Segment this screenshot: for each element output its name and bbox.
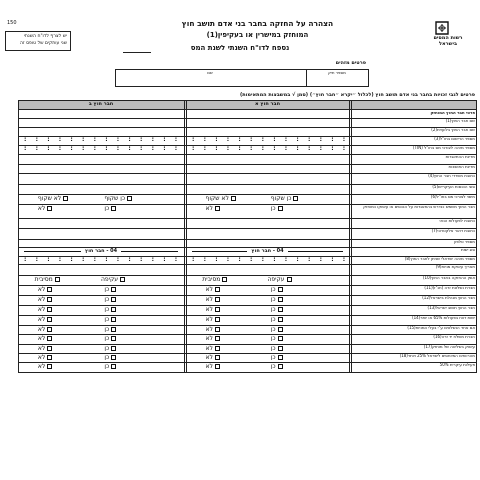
file-number-field[interactable] [308,77,366,86]
row-label: שם חבר החוץ בלועזית(2) [431,127,475,132]
row-13-field-b[interactable] [21,240,181,246]
attach-notice-line1: יש לצרף לדו"ח השנתי [23,34,67,39]
option-label: לא [205,205,213,212]
option-label: כן שקוף [104,195,126,202]
row-6-field-a[interactable] [189,165,346,172]
checkbox[interactable] [278,346,283,351]
checkbox[interactable] [278,355,283,360]
row-7-field-b[interactable] [21,174,181,183]
checkbox[interactable] [47,206,52,211]
row-15-digits-b[interactable]: :::::::::::::: [24,256,187,263]
row-24-no-b[interactable] [38,345,52,352]
row-label: שם חבר החוץ(1) [445,118,475,123]
checkbox[interactable] [47,317,52,322]
row-22-no-a[interactable] [206,326,220,333]
row-19-yes-b[interactable] [104,296,116,303]
option-label: כן [270,205,276,212]
option-label: כן [270,345,276,352]
checkbox[interactable] [293,196,298,201]
option-label: לא [37,326,46,333]
row-12-field-b[interactable] [21,229,181,238]
row-label: סוגי הכנסות העיקריים(5) [432,184,475,189]
option-label: לא [205,354,213,361]
row-26-no-a[interactable] [206,363,220,370]
holder-name-field[interactable] [117,77,304,86]
identifying-details-label: פרטים מזהים [335,60,366,66]
tax-year-field[interactable] [123,52,151,53]
row-17-direct-b[interactable] [101,276,125,283]
option-label: לא [37,354,46,361]
checkbox[interactable] [47,364,52,369]
option-label: כן [270,286,276,293]
row-16-field-b[interactable] [21,265,181,274]
row-26-yes-a[interactable] [271,363,283,370]
row-20-no-a[interactable] [206,306,220,313]
option-label: עקיפה [101,276,119,283]
option-label: כן [104,363,110,370]
row-4-digits-a[interactable]: :::::::::::::: [192,145,355,152]
row-18-yes-a[interactable] [271,286,283,293]
row-10-yes-a[interactable] [271,205,283,212]
row-label: פרטי חבר החוץ המוחזק [430,110,475,115]
checkbox[interactable] [111,297,116,302]
attach-notice-box [5,31,71,51]
option-label: לא [205,316,213,323]
checkbox[interactable] [111,206,116,211]
row-label: מספר הרישום בחו"ל(3) [434,136,475,141]
row-label: כתובת דואר אלקטרוני(7) [431,228,475,233]
attach-notice-line2: שני עותקים של טופס זה [20,41,67,47]
option-label: לא [37,335,46,342]
row-14-entity-a [192,248,343,255]
checkbox[interactable] [120,277,125,282]
option-label: כן [104,354,110,361]
row-25-no-a[interactable] [206,354,220,361]
option-label: מסיבית [34,276,53,283]
row-24-yes-b[interactable] [104,345,116,352]
row-11-field-a[interactable] [189,219,346,227]
option-label: כן [104,326,110,333]
checkbox[interactable] [215,297,220,302]
option-label: כן [270,354,276,361]
checkbox[interactable] [287,277,292,282]
table-column-divider [476,100,477,372]
option-label: כן [270,296,276,303]
checkbox[interactable] [278,297,283,302]
row-16-field-a[interactable] [189,265,346,274]
option-label: לא [205,345,213,352]
row-label: מספר טלפון [454,239,475,244]
checkbox[interactable] [278,327,283,332]
row-17-indirect-b[interactable] [35,276,60,283]
row-23-no-a[interactable] [206,335,220,342]
row-25-yes-a[interactable] [271,354,283,361]
row-label: חבר החוץ מנהלת בישראל(12) [422,295,475,300]
option-label: לא [205,286,213,293]
row-label: מהרווחים המיוחסים לישראל 25% ויותר(18) [399,353,475,358]
row-9-no-b[interactable] [38,195,68,202]
row-label: עיסוק בשליטה של מוחזק(17) [423,344,475,349]
row-7-field-a[interactable] [189,174,346,183]
checkbox[interactable] [127,196,132,201]
row-26-no-b[interactable] [38,363,52,370]
row-21-no-b[interactable] [38,316,52,323]
row-9-no-a[interactable] [206,195,236,202]
row-10-no-b[interactable] [38,205,52,212]
row-23-no-b[interactable] [38,335,52,342]
option-label: כן שקוף [270,195,292,202]
row-2-field-b[interactable] [21,128,181,135]
checkbox[interactable] [215,346,220,351]
checkbox[interactable] [47,355,52,360]
checkbox[interactable] [215,307,220,312]
checkbox[interactable] [47,287,52,292]
row-label: מיסוי לצורכי מס בחו"ל(6) [430,194,475,199]
checkbox[interactable] [215,355,220,360]
row-2-field-a[interactable] [189,128,346,135]
checkbox[interactable] [47,297,52,302]
option-label: לא שקוף [37,195,62,202]
checkbox[interactable] [47,336,52,341]
row-24-no-a[interactable] [206,345,220,352]
foreign-entities-table [18,100,477,480]
form-annex-title: נספח לדו"ח השנתי לשנת המס [190,44,290,52]
checkbox[interactable] [215,327,220,332]
checkbox[interactable] [215,287,220,292]
checkbox[interactable] [111,346,116,351]
checkbox[interactable] [278,307,283,312]
row-label: חבר החוץ תושב ישראל(13) [427,305,475,310]
instructions-text: פרטים לגבי זכויות בחבר בני אדם תושב חוץ (לכלול ״יקרא ״חבר חוץ״) (סמן √ במשבצות המתאימות) [240,92,475,98]
checkbox[interactable] [111,364,116,369]
row-22-yes-a[interactable] [271,326,283,333]
row-22-no-b[interactable] [38,326,52,333]
option-label: לא [205,363,213,370]
entity-type-value: 04 - חבר חוץ [84,247,118,254]
row-9-yes-a[interactable] [271,195,299,202]
page-number: 150 [7,20,17,26]
option-label: לא [37,363,46,370]
row-12-field-a[interactable] [189,229,346,238]
option-label: עקיפה [267,276,285,283]
row-25-yes-b[interactable] [104,354,116,361]
row-label: אופן ההחזקה בחבר החוץ(10) [422,275,475,280]
form-title: הצהרה על החזקה בחבר בני אדם תושב חוץ [181,19,334,28]
checkbox[interactable] [215,364,220,369]
row-label: סוג ישות [460,247,475,252]
row-26-yes-b[interactable] [104,363,116,370]
checkbox[interactable] [278,206,283,211]
column-header-b: חבר חוץ ב [88,101,114,107]
checkbox[interactable] [278,336,283,341]
checkbox[interactable] [47,307,52,312]
option-label: כן [270,335,276,342]
checkbox[interactable] [47,327,52,332]
checkbox[interactable] [111,355,116,360]
option-label: לא [205,326,213,333]
checkbox[interactable] [111,317,116,322]
row-18-no-a[interactable] [206,286,220,293]
row-17-direct-a[interactable] [268,276,292,283]
row-label: מספר מזהה לצורכי מס בחו"ל (TIN) [413,145,475,150]
option-label: לא [205,306,213,313]
row-22-yes-b[interactable] [104,326,116,333]
row-15-digits-a[interactable]: :::::::::::::: [192,256,355,263]
row-label: מדינת התושבות [448,164,475,169]
row-18-no-b[interactable] [38,286,52,293]
row-17-indirect-a[interactable] [202,276,227,283]
checkbox[interactable] [111,287,116,292]
row-label: חברת משלח יד זרה(16) [433,334,475,339]
checkbox[interactable] [215,317,220,322]
option-label: כן [270,326,276,333]
row-4-digits-b[interactable]: :::::::::::::: [24,145,187,152]
option-label: כן [270,316,276,323]
checkbox[interactable] [111,307,116,312]
checkbox[interactable] [278,317,283,322]
name-label: שם [207,70,213,75]
option-label: כן [104,335,110,342]
row-8-field-b[interactable] [21,185,181,193]
option-label: כן [104,286,110,293]
row-13-field-a[interactable] [189,240,346,246]
option-label: כן [104,296,110,303]
row-19-no-a[interactable] [206,296,220,303]
table-row-divider [18,372,477,373]
option-label: לא [37,345,46,352]
row-10-yes-b[interactable] [104,205,116,212]
file-number-label: מספר תיק [328,70,346,75]
row-1-field-b[interactable] [21,119,181,126]
option-label: לא [37,306,46,313]
row-label: אם אחד הנשלטים ע"י בעלי המניות(15) [407,325,475,330]
checkbox[interactable] [47,346,52,351]
option-label: כן [104,345,110,352]
checkbox[interactable] [278,364,283,369]
checkbox[interactable] [63,196,68,201]
row-19-no-b[interactable] [38,296,52,303]
row-20-yes-a[interactable] [271,306,283,313]
row-20-no-b[interactable] [38,306,52,313]
option-label: לא [37,296,46,303]
option-label: כן [104,316,110,323]
row-6-field-b[interactable] [21,165,181,172]
row-21-no-a[interactable] [206,316,220,323]
row-label: מדינת ההתאגדות [445,154,475,159]
row-label: חברת נשלטת זרה (חנ"ז)(11) [424,285,475,290]
option-label: כן [104,306,110,313]
checkbox[interactable] [55,277,60,282]
row-3-digits-b[interactable]: :::::::::::::: [24,136,187,143]
logo-text: רשות המסים בישראל [433,35,463,47]
tax-authority-logo [426,18,472,64]
option-label: לא [37,286,46,293]
row-19-yes-a[interactable] [271,296,283,303]
row-21-yes-b[interactable] [104,316,116,323]
row-label: מספר מזהה ישראלי שניתן לחבר החוץ(8) [404,256,475,261]
checkbox[interactable] [215,206,220,211]
row-5-field-b[interactable] [21,155,181,163]
option-label: לא שקוף [205,195,229,202]
row-3-digits-a[interactable]: :::::::::::::: [192,136,355,143]
option-label: לא [37,205,46,212]
checkbox[interactable] [111,327,116,332]
row-11-field-b[interactable] [21,219,181,227]
row-label: כתובת משרדי חבר החוץ(4) [428,173,475,178]
form-subtitle: המוחזק במישרין או בעקיפין(1) [206,31,309,39]
option-label: מסיבית [202,276,221,283]
option-label: לא [37,316,46,323]
row-14-entity-b [24,248,178,255]
checkbox[interactable] [222,277,227,282]
row-25-no-b[interactable] [38,354,52,361]
option-label: כן [104,205,110,212]
row-21-yes-a[interactable] [271,316,283,323]
row-label: פעילות עיקרית 50% [439,362,475,367]
row-10-no-a[interactable] [206,205,220,212]
row-1-field-a[interactable] [189,119,346,126]
row-label: חבר החוץ משמש כנדרש בהתאגדות על הנכסים או עיסוקו כמוחזק [363,204,475,209]
row-23-yes-a[interactable] [271,335,283,342]
row-9-yes-b[interactable] [104,195,132,202]
checkbox[interactable] [215,336,220,341]
row-23-yes-b[interactable] [104,335,116,342]
row-label: ישות דווח בפעולות 65% או יותר(14) [412,315,475,320]
row-20-yes-b[interactable] [104,306,116,313]
table-column-divider [18,100,19,372]
entity-type-value: 04 - חבר חוץ [251,247,284,254]
option-label: לא [205,335,213,342]
checkbox[interactable] [111,336,116,341]
row-label: כתובת לפעולות הנאי [439,218,475,223]
row-label: תאריך עיסקת מניות(9) [435,264,475,269]
row-5-field-a[interactable] [189,155,346,163]
row-18-yes-b[interactable] [104,286,116,293]
row-8-field-a[interactable] [189,185,346,193]
checkbox[interactable] [278,287,283,292]
option-label: כן [270,363,276,370]
checkbox[interactable] [231,196,236,201]
row-24-yes-a[interactable] [271,345,283,352]
option-label: לא [205,296,213,303]
column-header-a: חבר חוץ א [254,101,281,107]
option-label: כן [270,306,276,313]
